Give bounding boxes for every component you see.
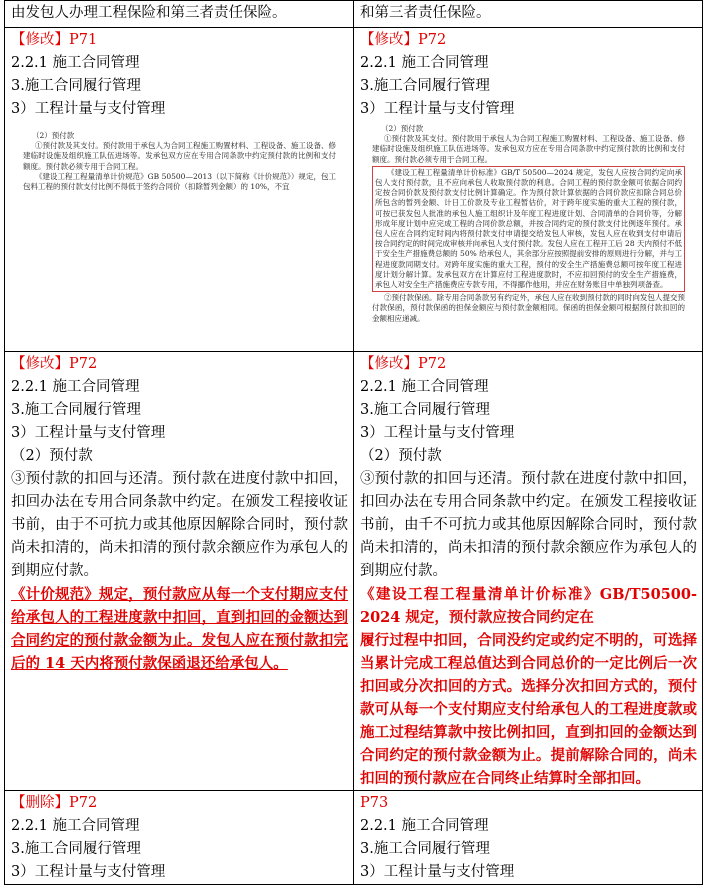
table-cell-right — [354, 28, 703, 352]
revised-paragraph: 《计价规范》规定，预付款应从每一个支付期应支付给承包人的工程进度款中扣回，直到扣回的金额达到合同约定的预付款金额为止。发包人应在预付款扣完后的 14 天内将预付款保函退还给承包人。 — [11, 586, 348, 672]
excerpt-paragraph: ①预付款及其支付。预付款用于承包人为合同工程施工购置材料、工程设备、施工设备、修建临时设施及组织施工队伍进场等。发承包双方应在专用合同条款中约定预付款的比例和支付额度。预付款必须专用于合同工程。 — [23, 141, 336, 171]
body-paragraph: ③预付款的扣回与还清。预付款在进度付款中扣回，扣回办法在专用合同条款中约定。在颁发工程接收证书前，由于不可抗力或其他原因解除合同时，预付款尚未扣清的，尚未扣清的预付款余额应作为承包人的到期应付款。 — [11, 471, 348, 579]
section-line: 3）工程计量与支付管理 — [360, 864, 515, 880]
section-line: （2）预付款 — [11, 448, 93, 464]
body-paragraph: ③预付款的扣回与还清。预付款在进度付款中扣回，扣回办法在专用合同条款中约定。在颁发工程接收证书前，由千不可抗力或其他原因解除合同时，预付款尚未扣清的，尚未扣清的预付款余额应作为承包人的到期应付款。 — [360, 471, 697, 579]
section-line: 2.2.1 施工合同管理 — [360, 818, 489, 834]
revision-table — [4, 0, 703, 885]
revised-paragraph: 履行过程中扣回，合同没约定或约定不明的，可选择当累计完成工程总值达到合同总价的一定比例后一次扣回或分次扣回的方式。选择分次扣回方式的，预付款可从每一个支付期应支付给承包人的工程进度款或施工过程结算款中按比例扣回，直到扣回的金额达到合同约定的预付款金额为止。提前解除合同的，尚未扣回的预付款应在合同终止结算时全部扣回。 — [360, 632, 697, 787]
section-line: 3.施工合同履行管理 — [11, 402, 141, 418]
section-line: 3.施工合同履行管理 — [11, 78, 141, 94]
text-line: 和第三者责任保险。 — [360, 5, 491, 21]
book-excerpt — [360, 124, 697, 324]
table-row — [5, 1, 703, 28]
table-cell-left — [5, 791, 354, 885]
excerpt-paragraph: 《建设工程工程量清单计价规范》GB 50500—2013（以下简称《计价规范》）规定，包工包料工程的预付款支付比例不得低于签约合同价（扣除暂列金额）的 10%，不宜 — [23, 171, 336, 192]
section-line: 2.2.1 施工合同管理 — [11, 379, 140, 395]
section-line: （2）预付款 — [360, 448, 442, 464]
excerpt-paragraph: ②预付款保函。除专用合同条款另有约定外，承包人应在收到预付款的同时向发包人提交预付款保函，预付款保函的担保金额应与预付款金额相同。保函的担保金额可根据预付款扣回的金额相应递减。 — [372, 293, 685, 323]
section-line: 3.施工合同履行管理 — [360, 841, 490, 857]
excerpt-heading: （2）预付款 — [381, 124, 424, 133]
section-line: 3.施工合同履行管理 — [11, 841, 141, 857]
table-cell-left — [5, 1, 354, 28]
revision-tag: 【修改】P72 — [360, 32, 447, 48]
revised-paragraph: 《建设工程工程量清单计价标准》GB/T50500-2024 规定，预付款应按合同约定在 — [360, 586, 697, 626]
section-line: 2.2.1 施工合同管理 — [360, 55, 489, 71]
section-line: 3）工程计量与支付管理 — [360, 425, 515, 441]
excerpt-paragraph: 《建设工程工程量清单计价标准》GB/T 50500—2024 规定，发包人应按合同约定向承包人支付预付款，且不应向承包人收取预付款的利息。合同工程的预付款金额可依据合同约定按合同价款及预付款支付比例计算确定。作为预付款计算依据的合同价款应扣除合同总价所包含的暂列金额、计日工价款及专业工程暂估价，对于跨年度实施的重大工程的预付款，可按已获发包人批准的承包人施工组织计及年度工程进度计划、合同清单的合同价等，分解形成年度计划中应完成工程的合同价款总额，并按合同约定的预付款支付比例逐年预付。承包人应在合同约定时间内将预付款支付申请提交给发包人审核，发包人应在收到支付申请后按合同约定的时间完成审核并向承包人支付预付款。发包人应在工程开工后 28 天内预付不低于安全生产措施费总额的 50% 给承包人，其余部分应按照提前安排的原则进行分解，并与工程进度款同期支付。对跨年度实施的重大工程，预付的安全生产措施费总额可按年度工程进度计划分解计算。发承包双方在计算应付工程进度款时，不应扣回预付的安全生产措施费，承包人对安全生产措施费应专款专用，不得挪作他用，并应在财务账目中单独列项备查。 — [375, 167, 682, 290]
table-row — [5, 28, 703, 352]
page-reference: P73 — [360, 795, 389, 811]
table-cell-right — [354, 1, 703, 28]
excerpt-heading: （2）预付款 — [32, 131, 75, 140]
table-cell-left — [5, 28, 354, 352]
section-line: 2.2.1 施工合同管理 — [360, 379, 489, 395]
table-cell-right — [354, 352, 703, 791]
section-line: 2.2.1 施工合同管理 — [11, 818, 140, 834]
revision-tag: 【删除】P72 — [11, 795, 98, 811]
table-row — [5, 791, 703, 885]
table-cell-right — [354, 791, 703, 885]
section-line: 3）工程计量与支付管理 — [11, 864, 166, 880]
section-line: 2.2.1 施工合同管理 — [11, 55, 140, 71]
text-line: 由发包人办理工程保险和第三者责任保险。 — [11, 5, 287, 21]
section-line: 3.施工合同履行管理 — [360, 78, 490, 94]
section-line: 3）工程计量与支付管理 — [11, 101, 166, 117]
highlight-box — [372, 166, 685, 292]
revision-tag: 【修改】P72 — [11, 356, 98, 372]
revision-tag: 【修改】P71 — [11, 32, 98, 48]
section-line: 3.施工合同履行管理 — [360, 402, 490, 418]
book-excerpt — [11, 131, 348, 192]
section-line: 3）工程计量与支付管理 — [11, 425, 166, 441]
table-cell-left — [5, 352, 354, 791]
section-line: 3）工程计量与支付管理 — [360, 101, 515, 117]
excerpt-paragraph: ①预付款及其支付。预付款用于承包人为合同工程施工购置材料、工程设备、施工设备、修建临时设施及组织施工队伍进场等。发承包双方应在专用合同条款中约定预付款的比例和支付额度。预付款必须专用于合同工程。 — [372, 134, 685, 164]
revision-tag: 【修改】P72 — [360, 356, 447, 372]
table-row — [5, 352, 703, 791]
